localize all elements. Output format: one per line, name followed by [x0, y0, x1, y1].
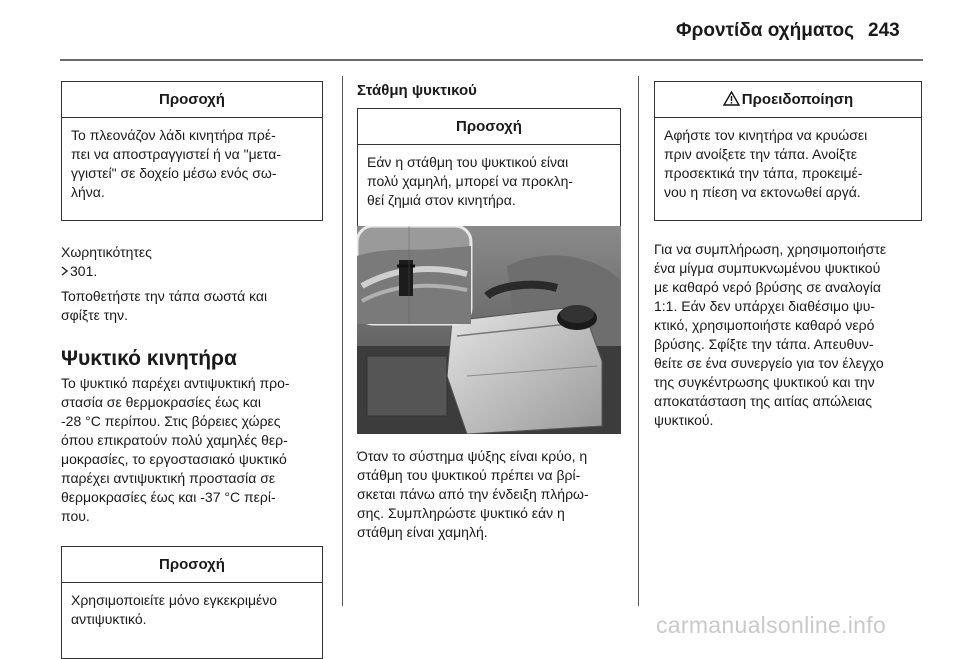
coolant-heading: Ψυκτικό κινητήρα [61, 347, 237, 370]
coolant-mix-text: Για να συμπλήρωση, χρησιμοποιήστε ένα μίγμα συμπυκνωμένου ψυκτικού με καθαρό νερό βρύσης σε αναλογία 1:1. Εάν δεν υπάρχει διαθέσιμο ψυ- κτικό, χρησιμοποιήστε καθαρό νερό βρύσης. Σφίξτε την τάπα. Απευθυν- θείτε σε ένα συνεργείο για τον έλεγχο της συγκέντρωσης ψυκτικού και την αποκατάσταση της αιτίας απώλειας ψυκτικού. [654, 241, 887, 428]
coolant-level-text: Όταν το σύστημα ψύξης είναι κρύο, η στάθμη του ψυκτικού πρέπει να βρί- σκεται πάνω από την ένδειξη πλήρω- σης. Συμπληρώστε ψυκτικό εάν η στάθμη είναι χαμηλή. [357, 448, 589, 540]
warning-text: Αφήστε τον κινητήρα να κρυώσει πριν ανοίξετε την τάπα. Ανοίξτε προσεκτικά την τάπα, προκειμέ- νου η πίεση να εκτονωθεί αργά. [664, 127, 868, 200]
capacities-label: Χωρητικότητες [61, 244, 152, 260]
page-reference-arrow-icon [61, 266, 68, 276]
caution-box [61, 81, 323, 221]
tighten-cap-text: Τοποθετήστε την τάπα σωστά και σφίξτε την. [61, 288, 268, 323]
middle-column [357, 81, 621, 230]
caution-title: Προσοχή [62, 82, 322, 118]
warning-box [654, 81, 922, 221]
page-header-title: Φροντίδα οχήματος [676, 20, 854, 41]
warning-header [655, 82, 921, 118]
capacities-page-ref[interactable]: 301. [70, 263, 98, 279]
page-number: 243 [868, 20, 900, 41]
header-divider [60, 59, 923, 61]
watermark: carmanualsonline.info [656, 612, 887, 638]
caution-text: Το πλεονάζον λάδι κινητήρα πρέ- πει να αποστραγγιστεί ή να "μετα- γγιστεί" σε δοχείο μέσω ενός σω- λήνα. [71, 127, 281, 200]
warning-triangle-icon [723, 91, 740, 106]
coolant-level-heading: Στάθμη ψυκτικού [357, 82, 477, 99]
caution-title: Προσοχή [358, 109, 620, 145]
coolant-body-text: Το ψυκτικό παρέχει αντιψυκτική προ- στασία σε θερμοκρασίες έως και -28 °C περίπου. Στις βόρειες χώρες όπου επικρατούν πολύ χαμηλές θερ- μοκρασίες, το εργοστασιακό ψυκτικό παρέχει αντιψυκτική προστασία σε θερμοκρασίες έως και -37 °C περί- που. [61, 375, 290, 524]
left-column [61, 81, 323, 659]
caution-text: Χρησιμοποιείτε μόνο εγκεκριμένο αντιψυκτικό. [71, 592, 278, 627]
caution-text: Εάν η στάθμη του ψυκτικού είναι πολύ χαμηλή, μπορεί να προκλη- θεί ζημιά στον κινητήρα. [367, 154, 574, 208]
right-column [654, 81, 922, 430]
caution-title: Προσοχή [62, 547, 322, 583]
caution-box [61, 546, 323, 659]
column-divider-left [342, 76, 343, 606]
coolant-reservoir-photo [357, 226, 621, 434]
column-divider-right [638, 76, 639, 606]
warning-title: Προειδοποίηση [741, 91, 854, 108]
caution-box [357, 108, 621, 230]
capacities-reference [61, 243, 323, 281]
middle-column-lower [357, 447, 623, 542]
